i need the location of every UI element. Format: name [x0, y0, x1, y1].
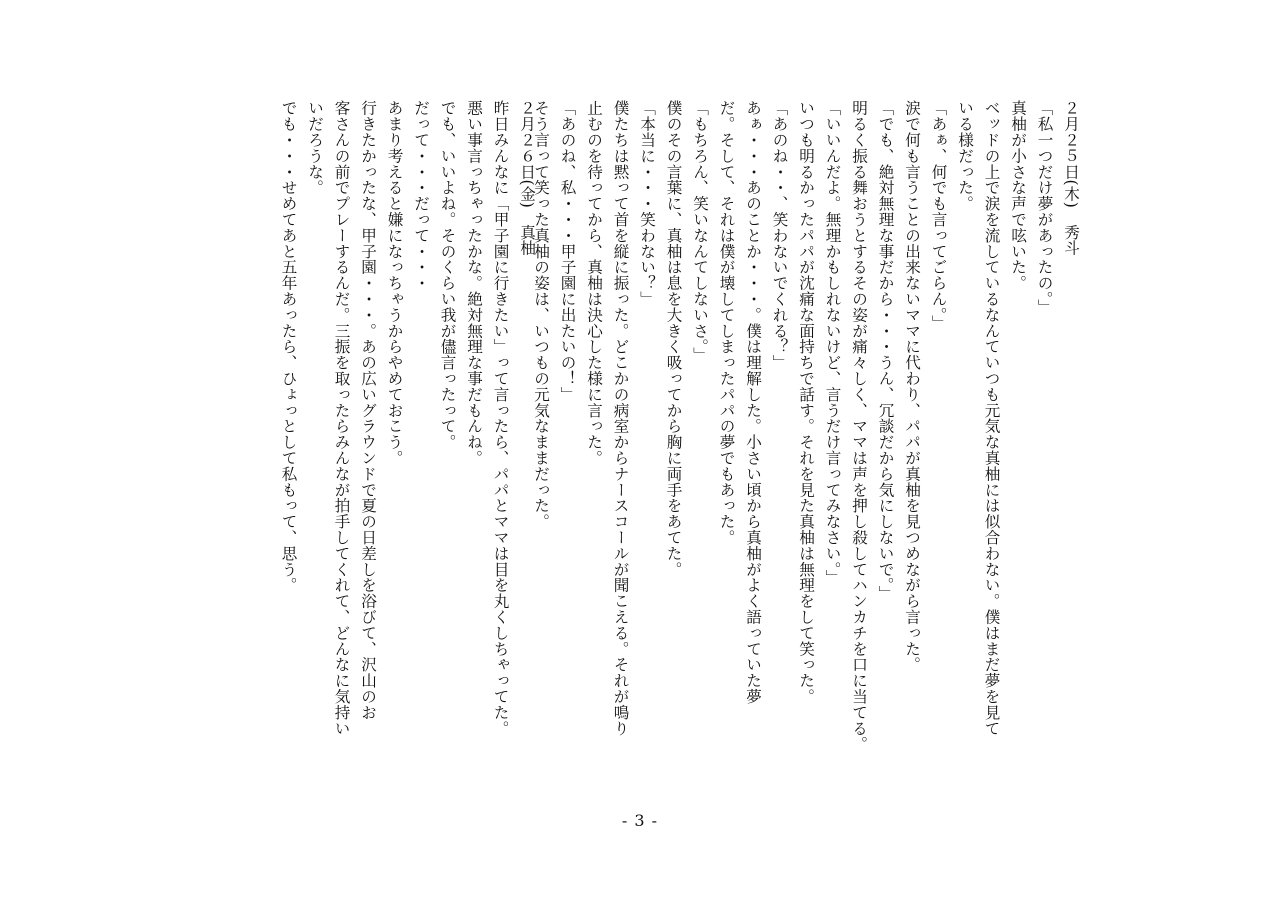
text-line: 昨日みんなに「甲子園に行きたい」って言ったら、パパとママは目を丸くしちゃってた。	[491, 100, 510, 736]
text-line: だって・・・だって・・・	[412, 100, 430, 291]
text-line: 客さんの前でプレーするんだ。三振を取ったらみんなが拍手してくれて、どんなに気持い	[332, 100, 351, 736]
entry-heading: ２月２６日(金) 真柚	[518, 100, 536, 256]
text-line: 明るく振る舞おうとするその姿が痛々しく、ママは声を押し殺してハンカチを口に当てる。	[850, 100, 868, 752]
text-line: 僕のその言葉に、真柚は息を大きく吸ってから胸に両手をあてた。	[664, 100, 683, 577]
text-line: 「本当に・・・笑わない？」	[638, 100, 656, 307]
diary-entry-hideto	[504, 100, 1084, 820]
text-line: いだろうな。	[306, 100, 324, 196]
text-line: でも、いいよね。そのくらい我が儘言ったって。	[438, 100, 457, 450]
text-line: 「あのね、私・・・甲子園に出たいの！」	[558, 100, 577, 403]
text-line: そう言って笑った真柚の姿は、いつもの元気なままだった。	[532, 100, 550, 530]
text-line: 「いいんだよ。無理かもしれないけど、言うだけ言ってみなさい。」	[823, 100, 842, 586]
page-number: - 3 -	[621, 811, 659, 830]
text-line: 「私一つだけ夢があったの。」	[1035, 100, 1054, 315]
text-line: でも・・・せめてあと五年あったら、ひょっとして私もって、思う。	[279, 100, 298, 593]
text-line: あまり考えると嫌になっちゃうからやめておこう。	[385, 100, 404, 466]
text-line: だ。そして、それは僕が壊してしまったパパの夢でもあった。	[717, 100, 736, 546]
text-line: 悪い事言っちゃったかな。絶対無理な事だもんね。	[465, 100, 483, 466]
text-line: 「あのね・・、笑わないでくれる？」	[770, 100, 789, 371]
text-line: いる様だった。	[956, 100, 974, 212]
text-line: 止むのを待ってから、真柚は決心した様に言った。	[585, 100, 603, 466]
entry-heading: ２月２５日(木) 秀斗	[1062, 100, 1080, 256]
text-line: 僕たちは黙って首を縦に振った。どこかの病室からナースコールが聞こえる。それが鳴り	[611, 100, 630, 736]
text-line: あぁ・・・あのことか・・・。僕は理解した。小さい頃から真柚がよく語っていた夢	[744, 100, 762, 705]
text-line: いつも明るかったパパが沈痛な面持ちで話す。それを見た真柚は無理をして笑った。	[797, 100, 815, 705]
text-line: 「あぁ、何でも言ってごらん。」	[929, 100, 948, 331]
text-line: 真柚が小さな声で呟いた。	[1009, 100, 1027, 291]
text-line: 涙で何も言うことの出来ないママに代わり、パパが真柚を見つめながら言った。	[903, 100, 921, 673]
text-line: ベッドの上で涙を流しているなんていつも元気な真柚には似合わない。僕はまだ夢を見て	[982, 100, 1001, 736]
text-line: 「もちろん、笑いなんてしないさ。」	[691, 100, 709, 363]
diary-entry-mayu	[140, 100, 540, 820]
text-line: 行きたかったな、甲子園・・・。あの広いグラウンドで夏の日差しを浴びて、沢山のお	[359, 100, 377, 721]
text-line: 「でも、絶対無理な事だから・・・うん、冗談だから気にしないで。」	[876, 100, 895, 601]
